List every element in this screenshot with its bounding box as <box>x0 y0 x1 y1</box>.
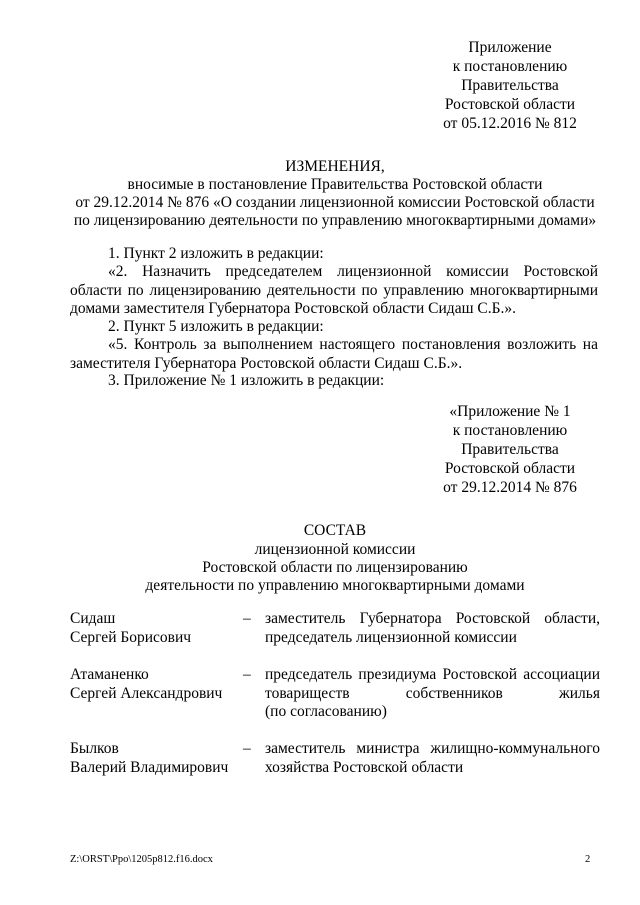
appendix-quote <box>420 402 600 497</box>
composition-subtitle-line: деятельности по управлению многоквартирными домами <box>145 577 525 594</box>
changes-subtitle-line: по лицензированию деятельности по управлению многоквартирными домами» <box>73 212 597 229</box>
appendix-quote-line: к постановлению <box>452 422 568 439</box>
item-2-text: «5. Контроль за выполнением настоящего постановления возложить на заместителя Губернатора Ростовской области Сидаш С.Б.». <box>70 336 598 372</box>
member-dash: – <box>243 666 251 683</box>
member-name <box>70 740 240 777</box>
member-role <box>265 610 600 647</box>
appendix-header <box>420 38 600 133</box>
member-role <box>265 666 600 722</box>
item-3-heading: 3. Приложение № 1 изложить в редакции: <box>108 372 385 389</box>
member-role-line: заместитель Губернатора Ростовской области, <box>265 610 600 627</box>
item-1-text: «2. Назначить председателем лицензионной комиссии Ростовской области по лицензированию деятельности по управлению многоквартирными домами заместителя Губернатора Ростовской области Сидаш С.Б.». <box>70 263 598 317</box>
member-given-names: Сергей Борисович <box>70 628 192 646</box>
appendix-quote-line: Правительства <box>461 441 559 458</box>
member-role-line: председатель президиума Ростовской ассоциации <box>265 666 600 683</box>
appendix-header-line: к постановлению <box>452 58 568 75</box>
composition-title: СОСТАВ <box>303 522 367 539</box>
changes-subtitle <box>70 176 600 230</box>
member-surname: Сидаш <box>70 610 116 627</box>
footer-file-path: Z:\ORST\Ppo\1205p812.f16.docx <box>70 854 213 865</box>
item-1-heading: 1. Пункт 2 изложить в редакции: <box>108 245 324 262</box>
member-role-line: (по согласованию) <box>265 703 387 720</box>
member-given-names: Сергей Александрович <box>70 684 223 702</box>
page-number: 2 <box>585 854 591 865</box>
member-name <box>70 666 240 703</box>
member-role-line: председатель лицензионной комиссии <box>265 628 517 646</box>
member-surname: Былков <box>70 740 119 757</box>
member-given-names: Валерий Владимирович <box>70 758 229 776</box>
member-role <box>265 740 600 777</box>
composition-subtitle-line: Ростовской области по лицензированию <box>202 559 468 576</box>
appendix-header-line: Правительства <box>461 77 559 94</box>
appendix-quote-line: Ростовской области <box>444 460 576 477</box>
member-role-line: заместитель министра жилищно-коммунального <box>265 740 600 757</box>
member-role-line: товариществ собственников жилья <box>265 684 600 702</box>
composition-subtitle-line: лицензионной комиссии <box>254 541 416 558</box>
appendix-quote-line: от 29.12.2014 № 876 <box>443 479 577 496</box>
member-surname: Атаманенко <box>70 666 149 683</box>
appendix-header-line: от 05.12.2016 № 812 <box>443 115 577 132</box>
member-role-line: хозяйства Ростовской области <box>265 758 464 776</box>
changes-title: ИЗМЕНЕНИЯ, <box>285 158 385 175</box>
changes-subtitle-line: вносимые в постановление Правительства Ростовской области <box>127 176 543 193</box>
appendix-header-line: Ростовской области <box>444 96 576 113</box>
item-2-heading: 2. Пункт 5 изложить в редакции: <box>108 318 324 335</box>
appendix-header-line: Приложение <box>468 39 552 56</box>
changes-subtitle-line: от 29.12.2014 № 876 «О создании лицензионной комиссии Ростовской области <box>75 194 595 211</box>
member-dash: – <box>243 740 251 757</box>
member-name <box>70 610 240 647</box>
appendix-quote-line: «Приложение № 1 <box>449 403 571 420</box>
member-dash: – <box>243 610 251 627</box>
composition-subtitle <box>70 541 600 595</box>
